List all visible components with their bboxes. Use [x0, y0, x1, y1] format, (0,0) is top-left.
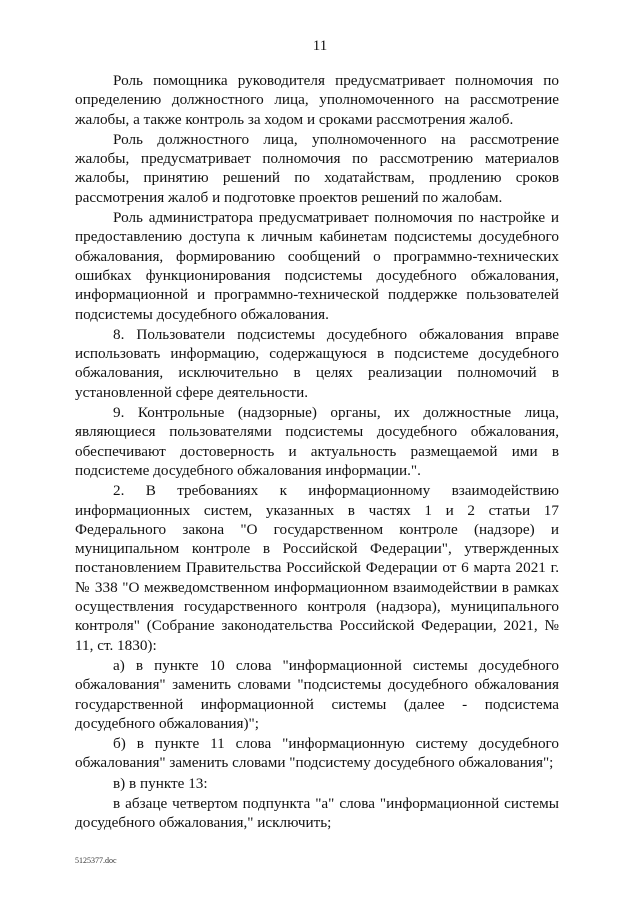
paragraph-assistant-role: Роль помощника руководителя предусматривает полномочия по определению должностного лица, уполномоченного на рассмотрение жалобы, а также контроль за ходом и сроками рассмотрения жалоб.: [75, 72, 559, 128]
paragraph-item-8: 8. Пользователи подсистемы досудебного обжалования вправе использовать информацию, содержащуюся в подсистеме досудебного обжалования, исключительно в целях реализации полномочий в установленной сфере деятельности.: [75, 325, 559, 401]
document-body: [75, 71, 559, 834]
page-number: 11: [312, 38, 328, 54]
paragraph-admin-role: Роль администратора предусматривает полномочия по настройке и предоставлению доступа к личным кабинетам подсистемы досудебного обжалования, формированию сообщений о программно-технических ошибках функционирования подсистемы досудебного обжалования, информационной и программно-технической поддержке пользователей подсистемы досудебного обжалования.: [75, 209, 559, 323]
document-code: 5125377.doc: [75, 856, 117, 865]
paragraph-subitem-v-text: в абзаце четвертом подпункта "а" слова "информационной системы досудебного обжалования," исключить;: [75, 794, 559, 832]
paragraph-section-2: 2. В требованиях к информационному взаимодействию информационных систем, указанных в частях 1 и 2 статьи 17 Федерального закона "О государственном контроле (надзоре) и муниципальном контроле в Российской Федерации", утвержденных постановлением Правительства Российской Федерации от 6 марта 2021 г. № 338 "О межведомственном информационном взаимодействии в рамках осуществления государственного контроля (надзора), муниципального контроля" (Собрание законодательства Российской Федерации, 2021, № 11, ст. 1830):: [75, 482, 559, 654]
paragraph-item-9: 9. Контрольные (надзорные) органы, их должностные лица, являющиеся пользователями подсистемы досудебного обжалования, обеспечивают достоверность и актуальность размещаемой ими в подсистеме досудебного обжалования информации.".: [75, 404, 559, 479]
paragraph-subitem-b: б) в пункте 11 слова "информационную систему досудебного обжалования" заменить словами "подсистему досудебного обжалования";: [75, 735, 559, 772]
paragraph-official-role: Роль должностного лица, уполномоченного на рассмотрение жалобы, предусматривает полномочия по рассмотрению материалов жалобы, принятию решений по ходатайствам, продлению сроков рассмотрения жалоб и подготовке проектов решений по жалобам.: [75, 130, 559, 206]
paragraph-subitem-a: а) в пункте 10 слова "информационной системы досудебного обжалования" заменить словами "подсистемы досудебного обжалования государственной информационной системы (далее - подсистема досудебного обжалования)";: [75, 656, 559, 732]
paragraph-subitem-v: в) в пункте 13:: [113, 774, 208, 792]
